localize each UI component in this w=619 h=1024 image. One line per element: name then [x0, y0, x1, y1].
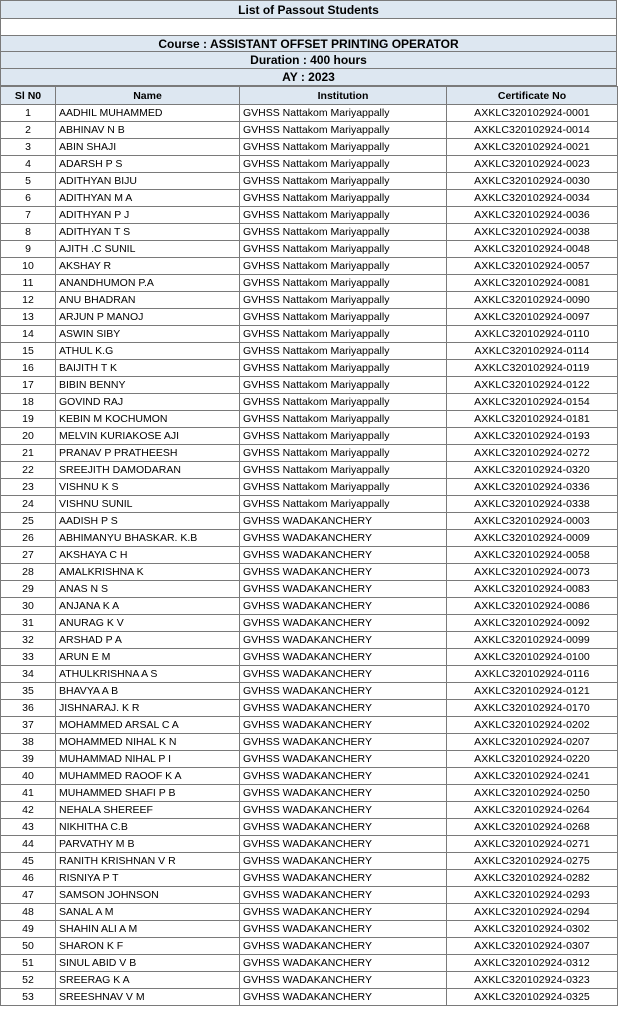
sl-no-cell: 40 — [1, 768, 56, 785]
institution-cell: GVHSS WADAKANCHERY — [240, 785, 447, 802]
student-name-cell: SINUL ABID V B — [56, 955, 240, 972]
certificate-no-cell: AXKLC320102924-0181 — [447, 411, 618, 428]
student-name-cell: ANAS N S — [56, 581, 240, 598]
table-row — [1, 411, 618, 428]
certificate-no-cell: AXKLC320102924-0264 — [447, 802, 618, 819]
sl-no-cell: 45 — [1, 853, 56, 870]
table-row — [1, 292, 618, 309]
sl-no-cell: 17 — [1, 377, 56, 394]
institution-cell: GVHSS WADAKANCHERY — [240, 819, 447, 836]
institution-cell: GVHSS WADAKANCHERY — [240, 717, 447, 734]
institution-cell: GVHSS WADAKANCHERY — [240, 683, 447, 700]
certificate-no-cell: AXKLC320102924-0207 — [447, 734, 618, 751]
student-name-cell: ASWIN SIBY — [56, 326, 240, 343]
sl-no-cell: 12 — [1, 292, 56, 309]
certificate-no-cell: AXKLC320102924-0250 — [447, 785, 618, 802]
institution-cell: GVHSS WADAKANCHERY — [240, 547, 447, 564]
sl-no-cell: 11 — [1, 275, 56, 292]
institution-cell: GVHSS WADAKANCHERY — [240, 615, 447, 632]
table-row — [1, 462, 618, 479]
institution-cell: GVHSS Nattakom Mariyappally — [240, 479, 447, 496]
student-name-cell: ARSHAD P A — [56, 632, 240, 649]
header-name: Name — [56, 87, 240, 105]
table-row — [1, 377, 618, 394]
sl-no-cell: 49 — [1, 921, 56, 938]
sl-no-cell: 53 — [1, 989, 56, 1006]
student-name-cell: AADHIL MUHAMMED — [56, 105, 240, 122]
institution-cell: GVHSS WADAKANCHERY — [240, 972, 447, 989]
table-row — [1, 224, 618, 241]
student-name-cell: ANANDHUMON P.A — [56, 275, 240, 292]
institution-cell: GVHSS Nattakom Mariyappally — [240, 309, 447, 326]
course-duration: Duration : 400 hours — [0, 52, 617, 69]
institution-cell: GVHSS Nattakom Mariyappally — [240, 105, 447, 122]
certificate-no-cell: AXKLC320102924-0090 — [447, 292, 618, 309]
table-row — [1, 190, 618, 207]
sl-no-cell: 27 — [1, 547, 56, 564]
institution-cell: GVHSS Nattakom Mariyappally — [240, 292, 447, 309]
student-name-cell: SANAL A M — [56, 904, 240, 921]
student-name-cell: ARJUN P MANOJ — [56, 309, 240, 326]
sl-no-cell: 8 — [1, 224, 56, 241]
certificate-no-cell: AXKLC320102924-0036 — [447, 207, 618, 224]
student-name-cell: ADITHYAN BIJU — [56, 173, 240, 190]
table-row — [1, 921, 618, 938]
institution-cell: GVHSS Nattakom Mariyappally — [240, 445, 447, 462]
sl-no-cell: 44 — [1, 836, 56, 853]
institution-cell: GVHSS WADAKANCHERY — [240, 938, 447, 955]
student-name-cell: NIKHITHA C.B — [56, 819, 240, 836]
table-row — [1, 530, 618, 547]
sl-no-cell: 28 — [1, 564, 56, 581]
institution-cell: GVHSS Nattakom Mariyappally — [240, 258, 447, 275]
table-row — [1, 309, 618, 326]
student-name-cell: SREEJITH DAMODARAN — [56, 462, 240, 479]
certificate-no-cell: AXKLC320102924-0081 — [447, 275, 618, 292]
table-row — [1, 836, 618, 853]
institution-cell: GVHSS Nattakom Mariyappally — [240, 190, 447, 207]
student-name-cell: MELVIN KURIAKOSE AJI — [56, 428, 240, 445]
table-row — [1, 887, 618, 904]
student-name-cell: ADITHYAN P J — [56, 207, 240, 224]
student-name-cell: ANJANA K A — [56, 598, 240, 615]
student-name-cell: ATHUL K.G — [56, 343, 240, 360]
student-name-cell: ADITHYAN T S — [56, 224, 240, 241]
course-title: Course : ASSISTANT OFFSET PRINTING OPERATOR — [0, 35, 617, 52]
table-row — [1, 938, 618, 955]
document-title: List of Passout Students — [0, 0, 617, 19]
sl-no-cell: 42 — [1, 802, 56, 819]
header-sl-no: Sl N0 — [1, 87, 56, 105]
table-row — [1, 717, 618, 734]
certificate-no-cell: AXKLC320102924-0023 — [447, 156, 618, 173]
certificate-no-cell: AXKLC320102924-0097 — [447, 309, 618, 326]
certificate-no-cell: AXKLC320102924-0114 — [447, 343, 618, 360]
sl-no-cell: 32 — [1, 632, 56, 649]
student-name-cell: SREERAG K A — [56, 972, 240, 989]
student-name-cell: ATHULKRISHNA A S — [56, 666, 240, 683]
sl-no-cell: 30 — [1, 598, 56, 615]
table-row — [1, 547, 618, 564]
certificate-no-cell: AXKLC320102924-0312 — [447, 955, 618, 972]
table-row — [1, 734, 618, 751]
student-name-cell: RANITH KRISHNAN V R — [56, 853, 240, 870]
sl-no-cell: 24 — [1, 496, 56, 513]
student-name-cell: BAIJITH T K — [56, 360, 240, 377]
certificate-no-cell: AXKLC320102924-0325 — [447, 989, 618, 1006]
sl-no-cell: 3 — [1, 139, 56, 156]
table-row — [1, 394, 618, 411]
sl-no-cell: 31 — [1, 615, 56, 632]
sl-no-cell: 39 — [1, 751, 56, 768]
student-name-cell: AMALKRISHNA K — [56, 564, 240, 581]
institution-cell: GVHSS Nattakom Mariyappally — [240, 122, 447, 139]
sl-no-cell: 29 — [1, 581, 56, 598]
student-name-cell: SHARON K F — [56, 938, 240, 955]
sl-no-cell: 48 — [1, 904, 56, 921]
table-row — [1, 428, 618, 445]
table-row — [1, 581, 618, 598]
table-row — [1, 853, 618, 870]
institution-cell: GVHSS Nattakom Mariyappally — [240, 224, 447, 241]
header-certificate-no: Certificate No — [447, 87, 618, 105]
certificate-no-cell: AXKLC320102924-0202 — [447, 717, 618, 734]
certificate-no-cell: AXKLC320102924-0307 — [447, 938, 618, 955]
institution-cell: GVHSS WADAKANCHERY — [240, 666, 447, 683]
certificate-no-cell: AXKLC320102924-0336 — [447, 479, 618, 496]
sl-no-cell: 46 — [1, 870, 56, 887]
table-row — [1, 768, 618, 785]
table-row — [1, 445, 618, 462]
sl-no-cell: 33 — [1, 649, 56, 666]
institution-cell: GVHSS WADAKANCHERY — [240, 836, 447, 853]
certificate-no-cell: AXKLC320102924-0083 — [447, 581, 618, 598]
table-row — [1, 479, 618, 496]
institution-cell: GVHSS Nattakom Mariyappally — [240, 139, 447, 156]
certificate-no-cell: AXKLC320102924-0092 — [447, 615, 618, 632]
certificate-no-cell: AXKLC320102924-0121 — [447, 683, 618, 700]
sl-no-cell: 51 — [1, 955, 56, 972]
certificate-no-cell: AXKLC320102924-0057 — [447, 258, 618, 275]
table-row — [1, 802, 618, 819]
student-name-cell: ARUN E M — [56, 649, 240, 666]
sl-no-cell: 10 — [1, 258, 56, 275]
certificate-no-cell: AXKLC320102924-0073 — [447, 564, 618, 581]
student-name-cell: ABIN SHAJI — [56, 139, 240, 156]
sl-no-cell: 18 — [1, 394, 56, 411]
certificate-no-cell: AXKLC320102924-0086 — [447, 598, 618, 615]
institution-cell: GVHSS Nattakom Mariyappally — [240, 207, 447, 224]
sl-no-cell: 37 — [1, 717, 56, 734]
table-header-row — [1, 87, 618, 105]
student-name-cell: JISHNARAJ. K R — [56, 700, 240, 717]
table-row — [1, 819, 618, 836]
table-row — [1, 904, 618, 921]
sl-no-cell: 20 — [1, 428, 56, 445]
sl-no-cell: 36 — [1, 700, 56, 717]
student-name-cell: VISHNU K S — [56, 479, 240, 496]
certificate-no-cell: AXKLC320102924-0001 — [447, 105, 618, 122]
certificate-no-cell: AXKLC320102924-0030 — [447, 173, 618, 190]
institution-cell: GVHSS WADAKANCHERY — [240, 700, 447, 717]
student-name-cell: ANU BHADRAN — [56, 292, 240, 309]
sl-no-cell: 38 — [1, 734, 56, 751]
certificate-no-cell: AXKLC320102924-0241 — [447, 768, 618, 785]
certificate-no-cell: AXKLC320102924-0116 — [447, 666, 618, 683]
student-name-cell: ABHIMANYU BHASKAR. K.B — [56, 530, 240, 547]
certificate-no-cell: AXKLC320102924-0110 — [447, 326, 618, 343]
certificate-no-cell: AXKLC320102924-0058 — [447, 547, 618, 564]
student-name-cell: MOHAMMED NIHAL K N — [56, 734, 240, 751]
certificate-no-cell: AXKLC320102924-0275 — [447, 853, 618, 870]
institution-cell: GVHSS WADAKANCHERY — [240, 530, 447, 547]
sl-no-cell: 14 — [1, 326, 56, 343]
table-row — [1, 632, 618, 649]
table-row — [1, 683, 618, 700]
student-name-cell: VISHNU SUNIL — [56, 496, 240, 513]
student-name-cell: PARVATHY M B — [56, 836, 240, 853]
institution-cell: GVHSS WADAKANCHERY — [240, 904, 447, 921]
table-row — [1, 156, 618, 173]
institution-cell: GVHSS WADAKANCHERY — [240, 802, 447, 819]
student-name-cell: ADARSH P S — [56, 156, 240, 173]
institution-cell: GVHSS Nattakom Mariyappally — [240, 496, 447, 513]
table-row — [1, 173, 618, 190]
institution-cell: GVHSS WADAKANCHERY — [240, 649, 447, 666]
table-row — [1, 122, 618, 139]
institution-cell: GVHSS WADAKANCHERY — [240, 632, 447, 649]
certificate-no-cell: AXKLC320102924-0302 — [447, 921, 618, 938]
student-name-cell: AJITH .C SUNIL — [56, 241, 240, 258]
certificate-no-cell: AXKLC320102924-0003 — [447, 513, 618, 530]
student-name-cell: MUHAMMAD NIHAL P I — [56, 751, 240, 768]
sl-no-cell: 34 — [1, 666, 56, 683]
institution-cell: GVHSS Nattakom Mariyappally — [240, 377, 447, 394]
institution-cell: GVHSS WADAKANCHERY — [240, 853, 447, 870]
student-name-cell: BIBIN BENNY — [56, 377, 240, 394]
certificate-no-cell: AXKLC320102924-0154 — [447, 394, 618, 411]
student-name-cell: KEBIN M KOCHUMON — [56, 411, 240, 428]
student-name-cell: ANURAG K V — [56, 615, 240, 632]
sl-no-cell: 26 — [1, 530, 56, 547]
student-name-cell: RISNIYA P T — [56, 870, 240, 887]
student-name-cell: ABHINAV N B — [56, 122, 240, 139]
sl-no-cell: 5 — [1, 173, 56, 190]
certificate-no-cell: AXKLC320102924-0271 — [447, 836, 618, 853]
certificate-no-cell: AXKLC320102924-0294 — [447, 904, 618, 921]
table-row — [1, 139, 618, 156]
table-row — [1, 275, 618, 292]
certificate-no-cell: AXKLC320102924-0009 — [447, 530, 618, 547]
sl-no-cell: 1 — [1, 105, 56, 122]
sl-no-cell: 13 — [1, 309, 56, 326]
institution-cell: GVHSS Nattakom Mariyappally — [240, 428, 447, 445]
student-name-cell: AADISH P S — [56, 513, 240, 530]
certificate-no-cell: AXKLC320102924-0021 — [447, 139, 618, 156]
institution-cell: GVHSS WADAKANCHERY — [240, 887, 447, 904]
institution-cell: GVHSS WADAKANCHERY — [240, 955, 447, 972]
table-row — [1, 513, 618, 530]
student-name-cell: MUHAMMED SHAFI P B — [56, 785, 240, 802]
student-name-cell: PRANAV P PRATHEESH — [56, 445, 240, 462]
institution-cell: GVHSS WADAKANCHERY — [240, 751, 447, 768]
sl-no-cell: 19 — [1, 411, 56, 428]
table-row — [1, 496, 618, 513]
sl-no-cell: 52 — [1, 972, 56, 989]
student-name-cell: SHAHIN ALI A M — [56, 921, 240, 938]
certificate-no-cell: AXKLC320102924-0282 — [447, 870, 618, 887]
institution-cell: GVHSS WADAKANCHERY — [240, 768, 447, 785]
student-name-cell: GOVIND RAJ — [56, 394, 240, 411]
academic-year: AY : 2023 — [0, 69, 617, 86]
sl-no-cell: 16 — [1, 360, 56, 377]
certificate-no-cell: AXKLC320102924-0193 — [447, 428, 618, 445]
student-name-cell: AKSHAYA C H — [56, 547, 240, 564]
table-row — [1, 989, 618, 1006]
institution-cell: GVHSS Nattakom Mariyappally — [240, 394, 447, 411]
sl-no-cell: 47 — [1, 887, 56, 904]
sl-no-cell: 22 — [1, 462, 56, 479]
certificate-no-cell: AXKLC320102924-0170 — [447, 700, 618, 717]
certificate-no-cell: AXKLC320102924-0099 — [447, 632, 618, 649]
student-name-cell: SREESHNAV V M — [56, 989, 240, 1006]
institution-cell: GVHSS WADAKANCHERY — [240, 581, 447, 598]
table-row — [1, 326, 618, 343]
table-row — [1, 615, 618, 632]
sl-no-cell: 9 — [1, 241, 56, 258]
institution-cell: GVHSS Nattakom Mariyappally — [240, 173, 447, 190]
sl-no-cell: 23 — [1, 479, 56, 496]
sl-no-cell: 15 — [1, 343, 56, 360]
institution-cell: GVHSS Nattakom Mariyappally — [240, 411, 447, 428]
student-name-cell: BHAVYA A B — [56, 683, 240, 700]
table-body — [1, 105, 618, 1006]
student-name-cell: NEHALA SHEREEF — [56, 802, 240, 819]
sl-no-cell: 41 — [1, 785, 56, 802]
student-name-cell: ADITHYAN M A — [56, 190, 240, 207]
student-name-cell: SAMSON JOHNSON — [56, 887, 240, 904]
certificate-no-cell: AXKLC320102924-0100 — [447, 649, 618, 666]
institution-cell: GVHSS Nattakom Mariyappally — [240, 360, 447, 377]
table-row — [1, 360, 618, 377]
institution-cell: GVHSS Nattakom Mariyappally — [240, 156, 447, 173]
institution-cell: GVHSS WADAKANCHERY — [240, 989, 447, 1006]
student-name-cell: AKSHAY R — [56, 258, 240, 275]
table-row — [1, 785, 618, 802]
sl-no-cell: 43 — [1, 819, 56, 836]
certificate-no-cell: AXKLC320102924-0048 — [447, 241, 618, 258]
table-row — [1, 751, 618, 768]
sl-no-cell: 7 — [1, 207, 56, 224]
institution-cell: GVHSS WADAKANCHERY — [240, 921, 447, 938]
sl-no-cell: 50 — [1, 938, 56, 955]
certificate-no-cell: AXKLC320102924-0014 — [447, 122, 618, 139]
certificate-no-cell: AXKLC320102924-0034 — [447, 190, 618, 207]
institution-cell: GVHSS WADAKANCHERY — [240, 734, 447, 751]
certificate-no-cell: AXKLC320102924-0338 — [447, 496, 618, 513]
table-row — [1, 870, 618, 887]
certificate-no-cell: AXKLC320102924-0122 — [447, 377, 618, 394]
student-name-cell: MOHAMMED ARSAL C A — [56, 717, 240, 734]
spacer-row — [0, 19, 617, 35]
institution-cell: GVHSS Nattakom Mariyappally — [240, 326, 447, 343]
institution-cell: GVHSS Nattakom Mariyappally — [240, 462, 447, 479]
sl-no-cell: 21 — [1, 445, 56, 462]
table-row — [1, 972, 618, 989]
table-row — [1, 598, 618, 615]
certificate-no-cell: AXKLC320102924-0268 — [447, 819, 618, 836]
table-row — [1, 241, 618, 258]
sl-no-cell: 25 — [1, 513, 56, 530]
table-row — [1, 207, 618, 224]
institution-cell: GVHSS Nattakom Mariyappally — [240, 275, 447, 292]
table-row — [1, 564, 618, 581]
institution-cell: GVHSS WADAKANCHERY — [240, 564, 447, 581]
certificate-no-cell: AXKLC320102924-0220 — [447, 751, 618, 768]
certificate-no-cell: AXKLC320102924-0323 — [447, 972, 618, 989]
table-row — [1, 343, 618, 360]
student-name-cell: MUHAMMED RAOOF K A — [56, 768, 240, 785]
institution-cell: GVHSS WADAKANCHERY — [240, 598, 447, 615]
certificate-no-cell: AXKLC320102924-0293 — [447, 887, 618, 904]
table-row — [1, 700, 618, 717]
institution-cell: GVHSS Nattakom Mariyappally — [240, 241, 447, 258]
certificate-no-cell: AXKLC320102924-0272 — [447, 445, 618, 462]
table-row — [1, 955, 618, 972]
table-row — [1, 258, 618, 275]
students-table — [0, 86, 618, 1006]
table-row — [1, 105, 618, 122]
table-row — [1, 666, 618, 683]
sl-no-cell: 2 — [1, 122, 56, 139]
header-institution: Institution — [240, 87, 447, 105]
institution-cell: GVHSS Nattakom Mariyappally — [240, 343, 447, 360]
certificate-no-cell: AXKLC320102924-0320 — [447, 462, 618, 479]
sl-no-cell: 35 — [1, 683, 56, 700]
table-row — [1, 649, 618, 666]
certificate-no-cell: AXKLC320102924-0119 — [447, 360, 618, 377]
sl-no-cell: 6 — [1, 190, 56, 207]
certificate-no-cell: AXKLC320102924-0038 — [447, 224, 618, 241]
institution-cell: GVHSS WADAKANCHERY — [240, 513, 447, 530]
sl-no-cell: 4 — [1, 156, 56, 173]
institution-cell: GVHSS WADAKANCHERY — [240, 870, 447, 887]
